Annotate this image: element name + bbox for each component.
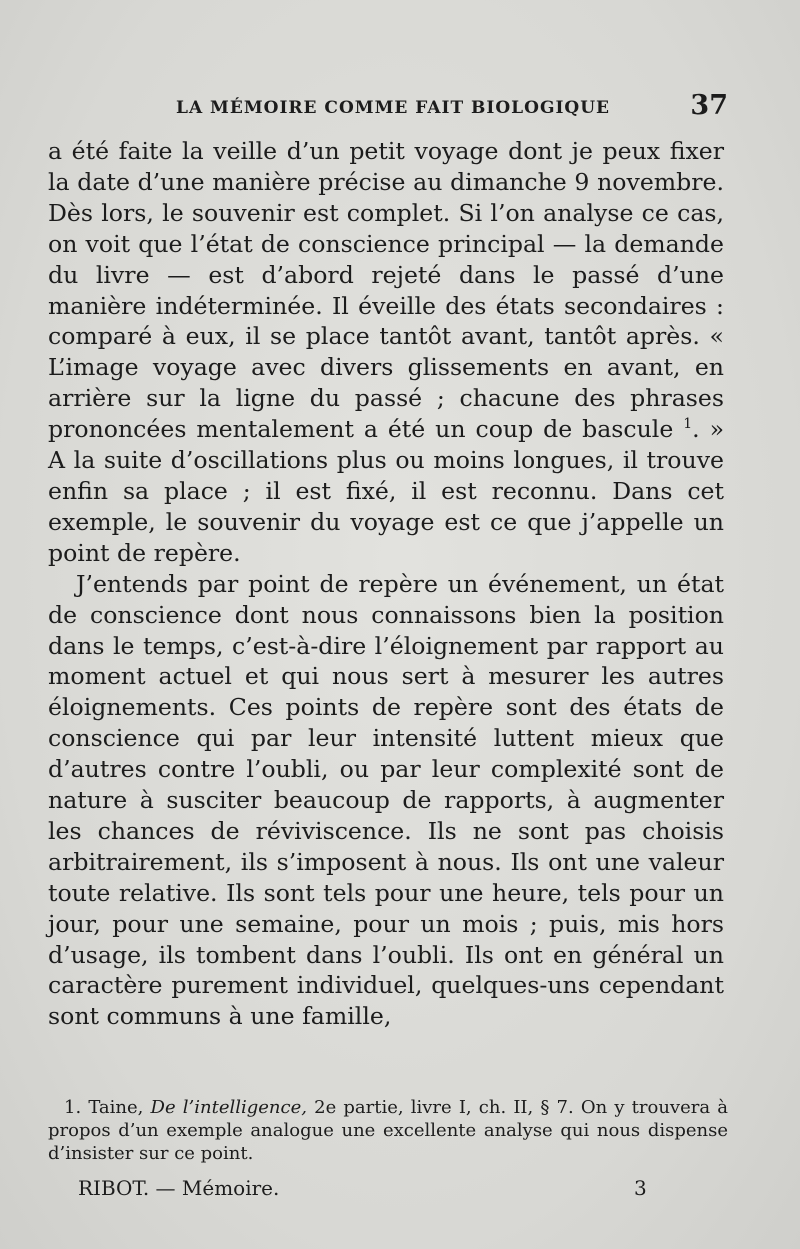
footnote-author: Taine, [88,1097,144,1118]
paragraph-2: J’entends par point de repère un événement, un état de conscience dont nous connaissons bien la position dans le temps, c’est-à-dire l’éloignement par rapport au moment actuel et qui nous sert à mesurer les autres éloignements. Ces points de repère sont des états de conscience qui par leur intensité luttent mieux que d’autres contre l’oubli, ou par leur complexité sont de nature à susciter beaucoup de rapports, à augmenter les chances de réviviscence. Ils ne sont pas choisis arbitrairement, ils s’imposent à nous. Ils ont une valeur toute relative. Ils sont tels pour une heure, tels pour un jour, pour une semaine, pour un mois ; puis, mis hors d’usage, ils tombent dans l’oubli. Ils ont en général un caractère purement individuel, quelques-uns cependant sont communs à une famille, [48,569,724,1031]
footnote-text [48,1096,728,1165]
paragraph-1 [48,136,724,569]
signature-label: RIBOT. — Mémoire. [78,1176,280,1200]
page-number: 37 [690,90,728,121]
footnote-reference: 1 [683,416,693,433]
page-header [48,90,728,126]
signature-number: 3 [634,1176,647,1200]
footnote-number: 1. [64,1097,82,1118]
body-text [48,136,724,1032]
running-head: LA MÉMOIRE COMME FAIT BIOLOGIQUE [176,98,611,118]
paragraph-1-text-b: . » A la suite d’oscillations plus ou moins longues, il trouve enfin sa place ; il est fixé, il est reconnu. Dans cet exemple, le souvenir du voyage est ce que j’appelle un point de repère. [48,415,725,567]
footnote-title: De l’intelligence, [150,1097,307,1118]
paragraph-1-text-a: a été faite la veille d’un petit voyage dont je peux fixer la date d’une manière précise au dimanche 9 novembre. Dès lors, le souvenir est complet. Si l’on analyse ce cas, on voit que l’état de conscience principal — la demande du livre — est d’abord rejeté dans le passé d’une manière indéterminée. Il éveille des états secondaires : comparé à eux, il se place tantôt avant, tantôt après. « L’image voyage avec divers glissements en avant, en arrière sur la ligne du passé ; chacune des phrases prononcées mentalement a été un coup de bascule [48,137,724,444]
footnote-rest: 2e partie, livre I, ch. II, § 7. On y trouvera à propos d’un exemple analogue une excellente analyse qui nous dispense d’insister sur ce point. [48,1097,728,1164]
footnote [48,1096,728,1165]
